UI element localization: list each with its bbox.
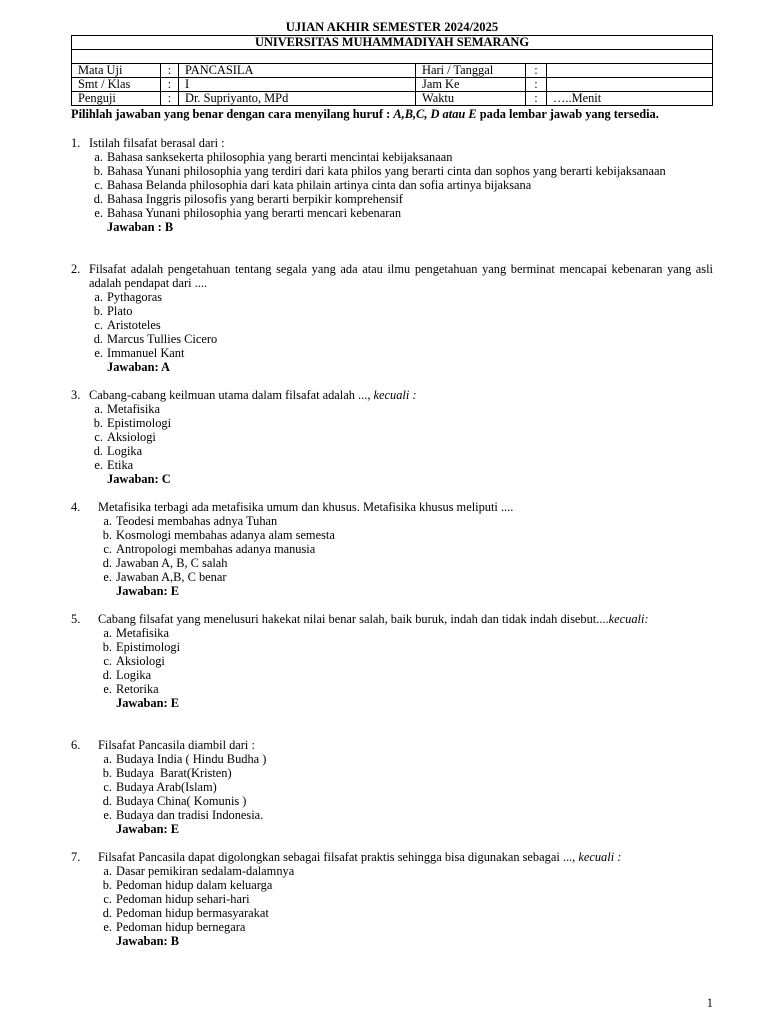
question-7 — [71, 850, 713, 948]
question-stem: Filsafat adalah pengetahuan tentang segala yang ada atau ilmu pengetahuan yang berminat mencapai kebenaran yang asli adalah pendapat dari .... — [89, 262, 713, 290]
info-value: PANCASILA — [179, 64, 416, 78]
question-number: 6. — [71, 738, 81, 752]
option-b[interactable]: b. Pedoman hidup dalam keluarga — [102, 878, 273, 892]
option-c[interactable]: c. Antropologi membahas adanya manusia — [103, 542, 316, 556]
page-number: 1 — [706, 996, 713, 1010]
question-6 — [71, 738, 713, 836]
option-c[interactable]: c. Aksiologi — [94, 430, 156, 444]
option-a[interactable]: a. Teodesi membahas adnya Tuhan — [103, 514, 278, 528]
info-label: Smt / Klas — [72, 78, 161, 92]
answer-key: Jawaban: E — [116, 822, 179, 836]
option-b[interactable]: b. Bahasa Yunani philosophia yang terdiri dari kata philos yang berarti cinta dan sophos yang berarti kebijaksanaan — [93, 164, 666, 178]
question-stem: Metafisika terbagi ada metafisika umum dan khusus. Metafisika khusus meliputi .... — [98, 500, 514, 514]
option-c[interactable]: c. Bahasa Belanda philosophia dari kata philain artinya cinta dan sofia artinya bijaksana — [94, 178, 532, 192]
option-e[interactable]: e. Retorika — [103, 682, 159, 696]
instruction-text: Pilihlah jawaban yang benar dengan cara menyilang huruf : — [71, 107, 394, 121]
info-value: Dr. Supriyanto, MPd — [179, 92, 416, 106]
question-stem: Cabang filsafat yang menelusuri hakekat nilai benar salah, baik buruk, indah dan tidak indah disebut....kecuali: — [98, 612, 649, 626]
option-e[interactable]: e. Pedoman hidup bernegara — [103, 920, 246, 934]
option-a[interactable]: a. Metafisika — [103, 626, 169, 640]
question-stem: Cabang-cabang keilmuan utama dalam filsafat adalah ..., kecuali : — [89, 388, 417, 402]
info-label: Mata Uji — [72, 64, 161, 78]
info-row — [72, 64, 713, 78]
info-label: Penguji — [72, 92, 161, 106]
info-value-2 — [547, 64, 713, 78]
option-b[interactable]: b. Epistimologi — [102, 640, 181, 654]
question-1 — [71, 136, 713, 234]
answer-key: Jawaban: B — [116, 934, 179, 948]
option-a[interactable]: a. Budaya India ( Hindu Budha ) — [103, 752, 267, 766]
option-c[interactable]: c. Aksiologi — [103, 654, 165, 668]
info-colon-2: : — [526, 92, 547, 106]
question-2 — [71, 262, 713, 374]
option-d[interactable]: d. Logika — [93, 444, 143, 458]
answer-key: Jawaban : B — [107, 220, 174, 234]
option-d[interactable]: d. Marcus Tullies Cicero — [93, 332, 218, 346]
option-d[interactable]: d. Bahasa Inggris pilosofis yang berarti berpikir komprehensif — [93, 192, 403, 206]
option-e[interactable]: e. Budaya dan tradisi Indonesia. — [103, 808, 264, 822]
info-value-2 — [547, 78, 713, 92]
question-4 — [71, 500, 713, 598]
option-e[interactable]: e. Bahasa Yunani philosophia yang berarti mencari kebenaran — [94, 206, 402, 220]
exam-title: UJIAN AKHIR SEMESTER 2024/2025 — [285, 20, 499, 34]
question-number: 2. — [71, 262, 81, 276]
info-row — [72, 78, 713, 92]
question-number: 7. — [71, 850, 81, 864]
option-d[interactable]: d. Jawaban A, B, C salah — [102, 556, 228, 570]
instruction-letters: A,B,C, D atau E — [393, 107, 477, 121]
info-label-2: Hari / Tanggal — [416, 64, 526, 78]
option-a[interactable]: a. Bahasa sanksekerta philosophia yang berarti mencintai kebijaksanaan — [94, 150, 453, 164]
option-c[interactable]: c. Aristoteles — [94, 318, 161, 332]
info-colon-2: : — [526, 64, 547, 78]
info-row — [72, 92, 713, 106]
question-number: 5. — [71, 612, 81, 626]
option-b[interactable]: b. Epistimologi — [93, 416, 172, 430]
info-value-2: …..Menit — [547, 92, 713, 106]
question-5 — [71, 612, 713, 710]
option-a[interactable]: a. Dasar pemikiran sedalam-dalamnya — [103, 864, 295, 878]
option-c[interactable]: c. Pedoman hidup sehari-hari — [103, 892, 250, 906]
info-label-2: Waktu — [416, 92, 526, 106]
answer-key: Jawaban: E — [116, 696, 179, 710]
info-colon-2: : — [526, 78, 547, 92]
question-stem: Filsafat Pancasila diambil dari : — [98, 738, 255, 752]
university-name: UNIVERSITAS MUHAMMADIYAH SEMARANG — [72, 36, 713, 50]
info-label-2: Jam Ke — [416, 78, 526, 92]
info-colon: : — [161, 78, 179, 92]
question-3 — [71, 388, 713, 486]
question-number: 4. — [71, 500, 81, 514]
option-a[interactable]: a. Metafisika — [94, 402, 160, 416]
option-e[interactable]: e. Jawaban A,B, C benar — [103, 570, 227, 584]
question-number: 1. — [71, 136, 81, 150]
option-d[interactable]: d. Budaya China( Komunis ) — [102, 794, 247, 808]
option-a[interactable]: a. Pythagoras — [94, 290, 163, 304]
instruction-text-end: pada lembar jawab yang tersedia. — [476, 107, 659, 121]
question-stem: Istilah filsafat berasal dari : — [89, 136, 225, 150]
option-e[interactable]: e. Immanuel Kant — [94, 346, 185, 360]
option-e[interactable]: e. Etika — [94, 458, 134, 472]
info-colon: : — [161, 64, 179, 78]
answer-key: Jawaban: C — [107, 472, 171, 486]
option-b[interactable]: b. Plato — [93, 304, 133, 318]
option-b[interactable]: b. Kosmologi membahas adanya alam semesta — [102, 528, 335, 542]
answer-key: Jawaban: E — [116, 584, 179, 598]
option-c[interactable]: c. Budaya Arab(Islam) — [103, 780, 217, 794]
spacer-row — [72, 50, 713, 64]
answer-key: Jawaban: A — [107, 360, 170, 374]
option-b[interactable]: b. Budaya Barat(Kristen) — [102, 766, 232, 780]
info-value: I — [179, 78, 416, 92]
option-d[interactable]: d. Pedoman hidup bermasyarakat — [102, 906, 269, 920]
info-colon: : — [161, 92, 179, 106]
instruction — [71, 107, 713, 121]
question-number: 3. — [71, 388, 81, 402]
option-d[interactable]: d. Logika — [102, 668, 152, 682]
question-stem: Filsafat Pancasila dapat digolongkan sebagai filsafat praktis sehingga bisa digunakan sebagai ..., kecuali : — [98, 850, 622, 864]
exam-info-table — [71, 35, 713, 106]
